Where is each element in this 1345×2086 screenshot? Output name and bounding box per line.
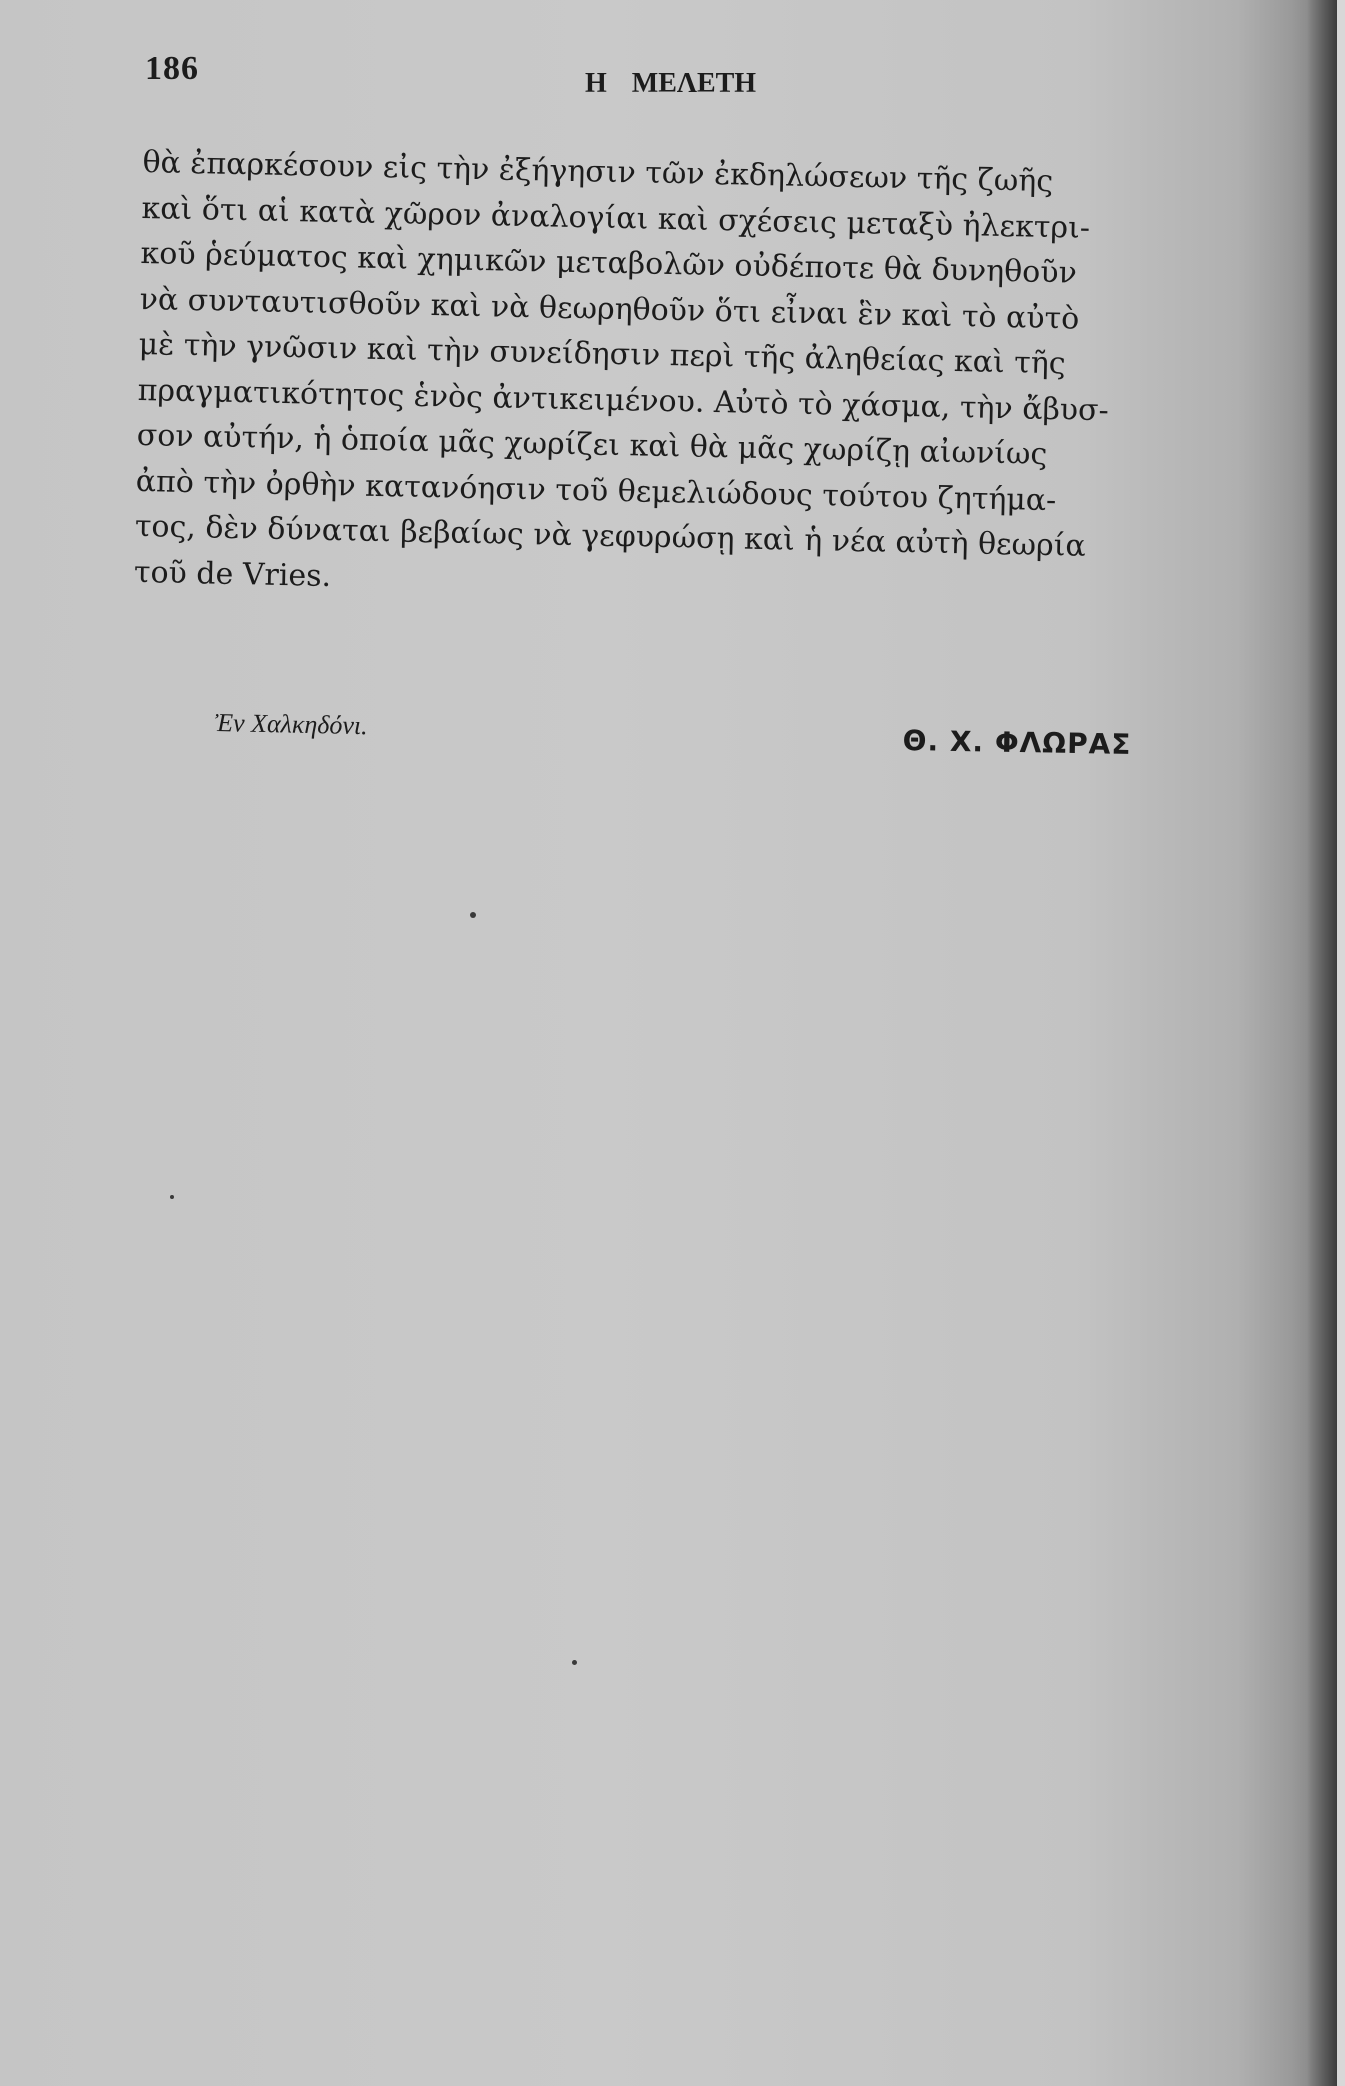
text-line: σον αὐτήν, ἡ ὁποία μᾶς χωρίζει καὶ θὰ μᾶς χωρίζῃ αἰωνίως [136, 417, 1048, 473]
print-speck [572, 1660, 577, 1665]
running-title: Η ΜΕΛΕΤΗ [585, 68, 757, 99]
spine-shadow [1307, 0, 1337, 2086]
page-edge [1337, 0, 1345, 2086]
text-line: νὰ συνταυτισθοῦν καὶ νὰ θεωρηθοῦν ὅτι εἶναι ἓν καὶ τὸ αὐτὸ [139, 281, 1080, 337]
print-speck [470, 912, 476, 918]
text-line: καὶ ὅτι αἱ κατὰ χῶρον ἀναλογίαι καὶ σχέσεις μεταξὺ ἠλεκτρι- [141, 190, 1091, 246]
text-line: τος, δὲν δύναται βεβαίως νὰ γεφυρώσῃ καὶ ἡ νέα αὐτὴ θεωρία [134, 508, 1087, 564]
text-line: κοῦ ῥεύματος καὶ χημικῶν μεταβολῶν οὐδέποτε θὰ δυνηθοῦν [140, 235, 1078, 291]
body-paragraph [133, 140, 1232, 618]
text-line: μὲ τὴν γνῶσιν καὶ τὴν συνείδησιν περὶ τῆς ἀληθείας καὶ τῆς [138, 326, 1066, 382]
text-line: τοῦ de Vries. [133, 554, 332, 594]
place-dateline: Ἐν Χαλκηδόνι. [214, 708, 368, 741]
text-line: ἀπὸ τὴν ὀρθὴν κατανόησιν τοῦ θεμελιώδους τούτου ζητήμα- [135, 463, 1057, 518]
text-line: θὰ ἐπαρκέσουν εἰς τὴν ἐξήγησιν τῶν ἐκδηλώσεων τῆς ζωῆς [142, 144, 1054, 200]
author-signature: Θ. Χ. ΦΛΩΡΑΣ [902, 724, 1132, 761]
print-speck [170, 1195, 174, 1199]
text-line: πραγματικότητος ἑνὸς ἀντικειμένου. Αὐτὸ τὸ χάσμα, τὴν ἄβυσ- [137, 372, 1110, 428]
page-number: 186 [145, 50, 199, 87]
